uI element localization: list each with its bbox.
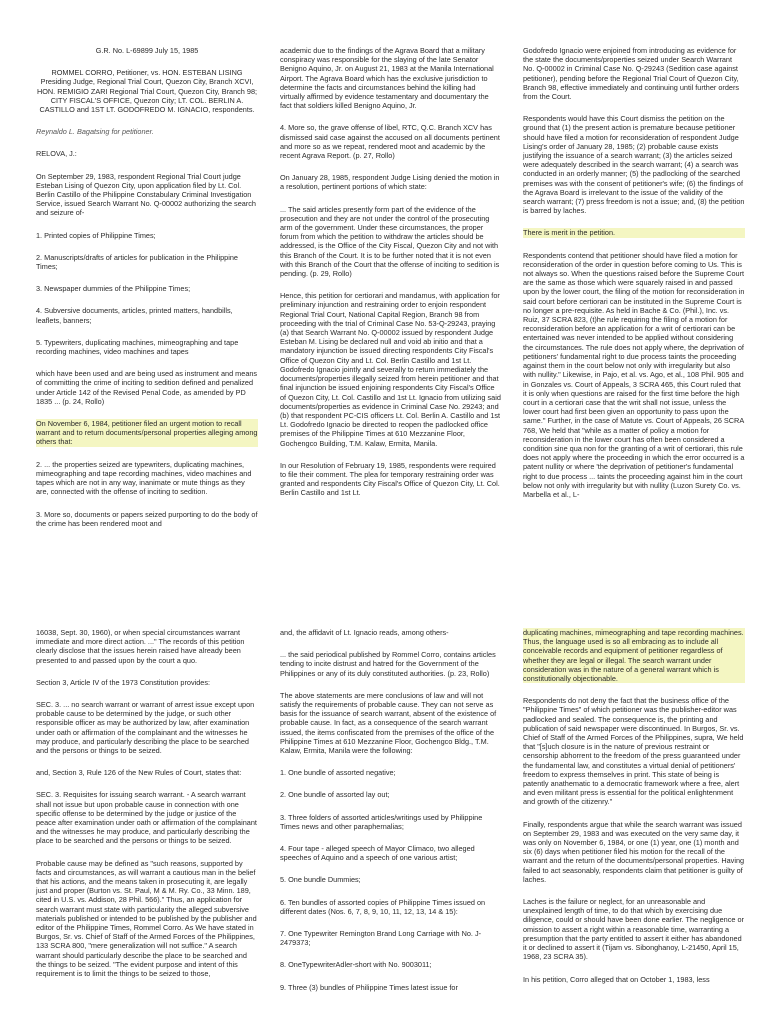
paragraph: ... the said periodical published by Rommel Corro, contains articles tending to incite distrust and hatred for the Government of the Philippines or any of its duly constituted authorities. (p. 23, Rollo) [280, 650, 496, 678]
paragraph: On January 28, 1985, respondent Judge Lising denied the motion in a resolution, pertinent portions of which state: [280, 173, 500, 192]
page2-column-1 [36, 628, 258, 991]
paragraph: On November 6, 1984, petitioner filed an urgent motion to recall warrant and to return documents/personal properties alleging among others that: [36, 419, 258, 447]
paragraph: 3. Three folders of assorted articles/writings used by Philippine Times news and other paraphernalias; [280, 812, 483, 831]
paragraph: Respondents do not deny the fact that the business office of the "Philippine Times" of which petitioner was the publisher-editor was padlocked and sealed. The consequence is, the printing and publication of said newspaper were discontinued. In Burgos, Sr. vs. Chief of Staff of the Armed Forces of the Philippines, supra, We held that "[s]uch closure is in the nature of previous restraint or censorship abhorrent to the freedom of the press guaranteed under the fundamental law, and constitutes a virtual denial of petitioners' freedom to express themselves in print. This state of being is patently anathematic to a democratic framework where a free, alert and even militant press is essential for the political enlightenment and growth of the citizenry." [523, 696, 744, 807]
paragraph: Respondents would have this Court dismiss the petition on the ground that (1) the present action is premature because petitioner should have filed a motion for reconsideration of respondent Judge Lising's order of January 28, 1985; (2) probable cause exists justifying the issuance of a search warrant; (3) the articles seized were adequately described in the search warrant; (4) a search was conducted in an orderly manner; (5) the padlocking of the searched premises was with the consent of petitioner's wife; (6) the findings of the Agrava Board is irrelevant to the issue of the validity of the search warrant; (7) press freedom is not a issue; and, (8) the petition is barred by laches. [523, 114, 745, 216]
paragraph: Respondents contend that petitioner should have filed a motion for reconsideration of the order in question before coming to Us. This is not always so. When the questions raised before the Supreme Court are the same as those which were squarely raised in and passed upon by the lower court, the filing of the motion for reconsideration in said court before certiorari can be instituted in the Supreme Court is no longer a pre-requisite. As held in Bache & Co. (Phil.), Inc. vs. Ruiz, 37 SCRA 823, (t)he rule requiring the filing of a motion for reconsideration before an application for a writ of certiorari can be entertained was never intended to be applied without considering the circumstances. The rule does not apply where, the deprivation of petitioners' fundamental right to due process taints the proceeding against them in the court below not only with irregularity but also with nullity." Likewise, in Pajo, et al. vs. Ago, et al., 108 Phil. 905 and in Gonzales vs. Court of Appeals, 3 SCRA 465, this Court ruled that it is only when questions are raised for the first time before the high court in a certiorari case that the writ shall not issue, unless the lower court had first been given an opportunity to pass upon the same." Further, in the case of Matute vs. Court of Appeals, 26 SCRA 768, We held that "while as a matter of policy a motion for reconsideration in the lower court has often been considered a condition sine qua non for the granting of a writ of certiorari, this rule does not apply where the proceeding in which the error occurred is a patent nullity or where 'the deprivation of petitioner's fundamental right to due process ... taints the proceeding against him in the court below not only with irregularity but with nullity (Luzon Surety Co. vs. Marbella et al., L- [523, 250, 745, 499]
paragraph: 16038, Sept. 30, 1960), or when special circumstances warrant immediate and more direct action. ..." The records of this petition clearly disclose that the issues herein raised have already been presented to and passed upon by the court a quo. [36, 628, 245, 665]
paragraph: 3. Newspaper dummies of the Philippine Times; [36, 284, 191, 294]
case-caption: G.R. No. L-69899 July 15, 1985 [95, 46, 199, 55]
paragraph: 2. One bundle of assorted lay out; [280, 790, 390, 800]
paragraph: 7. One Typewriter Remington Brand Long Carriage with No. J-2479373; [280, 929, 482, 948]
paragraph: On September 29, 1983, respondent Regional Trial Court judge Esteban Lising of Quezon City, upon application filed by Lt. Col. Berlin Castillo of the Philippine Constabulary Criminal Investigation Service, issued Search Warrant No. Q-00002 authorizing the search and seizure of- [36, 171, 256, 218]
paragraph: Probable cause may be defined as "such reasons, supported by facts and circumstances, as will warrant a cautious man in the belief that his actions, and the means taken in prosecuting it, are legally just and proper (Burton vs. St. Paul, M & M. Ry. Co., 33 Minn. 189, cited in U.S. vs. Addison, 28 Phil. 566)." Thus, an application for search warrant must state with particularity the alleged subversive materials published or intended to be published by the publisher and editor of the Philippine Times, Rommel Corro. As We have stated in Burgos, Sr. vs. Chief of Staff of the Armed Forces of the Philippines, 133 SCRA 800, "mere generalization will not suffice." A search warrant should particularly describe the place to be searched and the things to be seized. "The evident purpose and intent of this requirement is to limit the things to be seized to those, [36, 858, 257, 979]
paragraph: 9. Three (3) bundles of Philippine Times latest issue for [280, 982, 458, 992]
paragraph: There is merit in the petition. [523, 228, 745, 237]
paragraph: Godofredo Ignacio were enjoined from introducing as evidence for the state the documents/properties seized under Search Warrant No. Q-00002 in Criminal Case No. Q-29243 (Sedition case against petitioner), pending before the Regional Trial Court of Quezon City, Branch 98, effective immediately and continuing until further orders from the Court. [523, 46, 740, 102]
paragraph: and, the affidavit of Lt. Ignacio reads, among others- [280, 628, 449, 637]
paragraph: 2. ... the properties seized are typewriters, duplicating machines, mimeographing and tape recording machines, video machines and tapes which are not in any way, inanimate or mute things as they are, connected with the offense of inciting to sedition. [36, 459, 252, 497]
paragraph: 5. One bundle Dummies; [280, 875, 361, 885]
paragraph: 1. One bundle of assorted negative; [280, 768, 396, 778]
paragraph: 4. Four tape - alleged speech of Mayor Climaco, two alleged speeches of Aquino and a speech of one various artist; [280, 844, 475, 863]
paragraph: 2. Manuscripts/drafts of articles for publication in the Philippine Times; [36, 252, 238, 272]
paragraph: 6. Ten bundles of assorted copies of Philippine Times issued on different dates (Nos. 6, 7, 8, 9, 10, 11, 12, 13, 14 & 15): [280, 897, 486, 916]
paragraph: 4. More so, the grave offense of libel, RTC, Q.C. Branch XCV has dismissed said case against the accused on all documents pertinent and more so as we repeat, rendered moot and academic by the recent Agrava Report. (p. 27, Rollo) [280, 123, 500, 161]
counsel-line: Reynaldo L. Bagatsing for petitioner. [36, 127, 154, 137]
page1-column-3 [523, 46, 745, 512]
paragraph: Laches is the failure or neglect, for an unreasonable and unexplained length of time, to do that which by exercising due diligence, could or should have been done earlier. The negligence or omission to assert a right within a reasonable time, warranting a presumption that the party entitled to assert it either has abandoned it or declined to assert it (Tijam vs. Sibonghanoy, L-21450, April 15, 1968, 23 SCRA 35). [523, 897, 744, 962]
case-parties: ROMMEL CORRO, Petitioner, vs. HON. ESTEBAN LISING Presiding Judge, Regional Trial Court, Quezon City, Branch XCVI, HON. REMIGIO ZARI Regional Trial Court, Quezon City, Branch 98; CITY FISCAL'S OFFICE, Quezon City; LT. COL. BERLIN A. CASTILLO and 1ST LT. GODOFREDO M. IGNACIO, respondents. [36, 68, 258, 115]
page1-column-1 [36, 46, 258, 541]
paragraph: Finally, respondents argue that while the search warrant was issued on September 29, 1983 and was executed on the very same day, it was only on November 6, 1984, or one (1) year, one (1) month and six (6) days when petitioner filed his motion for the recall of the warrant and the return of the documents/personal properties. Having failed to act seasonably, respondents claim that petitioner is guilty of laches. [523, 819, 745, 884]
paragraph: ... The said articles presently form part of the evidence of the prosecution and they are not under the control of the prosecuting arm of the government. Under these circumstances, the proper forum from which the petition to withdraw the articles should be addressed, is the Office of the City Fiscal, Quezon City and not with this Branch of the Court. It is to be further noted that it is not even with this Branch of the Court that the offense of inciting to sedition is pending. (p. 29, Rollo) [280, 204, 500, 279]
paragraph: 1. Printed copies of Philippine Times; [36, 230, 156, 240]
ponente: RELOVA, J.: [36, 149, 77, 159]
paragraph: 5. Typewriters, duplicating machines, mimeographing and tape recording machines, video machines and tapes [36, 337, 239, 357]
page1-column-2 [280, 46, 502, 511]
paragraph: academic due to the findings of the Agrava Board that a military conspiracy was responsible for the slaying of the late Senator Benigno Aquino, Jr. on August 21, 1983 at the Manila International Airport. The Agrava Board which has the exclusive jurisdiction to determine the facts and circumstances behind the killing had virtually affirmed by evidence testamentary and documentary the fact that soldiers killed Benigno Aquino, Jr. [280, 46, 494, 111]
paragraph: Section 3, Article IV of the 1973 Constitution provides: [36, 677, 211, 687]
paragraph: which have been used and are being used as instrument and means of committing the crime of inciting to sedition defined and penalized under Article 142 of the Revised Penal Code, as amended by PD 1835 ... (p. 24, Rollo) [36, 369, 258, 406]
paragraph: and, Section 3, Rule 126 of the New Rules of Court, states that: [36, 768, 242, 778]
paragraph: In his petition, Corro alleged that on October 1, 1983, less [523, 974, 710, 984]
paragraph: SEC. 3. Requisites for issuing search warrant. - A search warrant shall not issue but upon probable cause in connection with one specific offense to be determined by the judge or justice of the peace after examination under oath or affirmation of the complainant and the witnesses he may produce, and particularly describing the place to be searched and the persons or things to be seized. [36, 790, 257, 846]
page2-column-3 [523, 628, 745, 997]
page2-column-2 [280, 628, 502, 1005]
paragraph: duplicating machines, mimeographing and tape recording machines. Thus, the language used is so all embracing as to include all conceivable records and equipment of petitioner regardless of whether they are legal or illegal. The search warrant under consideration was in the nature of a general warrant which is constitutionally objectionable. [523, 628, 744, 684]
paragraph: In our Resolution of February 19, 1985, respondents were required to file their comment. The plea for temporary restraining order was granted and respondents City Fiscal's Office of Quezon City, Lt. Col. Berlin Castillo and 1st Lt. [280, 460, 500, 498]
paragraph: SEC. 3. ... no search warrant or warrant of arrest issue except upon probable cause to be determined by the judge, or such other responsible officer as may be authorized by law, after examination under oath or affirmation of the complainant and the witnesses he may produce, and particularly describing the place to be searched and the persons or things to be seized. [36, 700, 255, 756]
paragraph: 8. OneTypewriterAdler-short with No. 9003011; [280, 960, 432, 970]
paragraph: Hence, this petition for certiorari and mandamus, with application for preliminary injunction and restraining order to enjoin respondent Regional Trial Court, National Capital Region, Branch 98 from proceeding with the trial of Criminal Case No. 53-Q-29243, praying (a) that Search Warrant No. Q-00002 issued by respondent Judge Esteban M. Lising be declared null and void ab initio and that a mandatory injunction be issued directing respondents City Fiscal's Office of Quezon City and Lt. Col. Berlin Castillo and 1st Lt. Godofredo Ignacio jointly and severally to return immediately the documents/properties illegally seized from herein petitioner and that final injunction be issued enjoining respondents City Fiscal's Office of Quezon City, Lt. Col. Castillo and 1st Lt. Ignacio from utilizing said documents/properties as evidence in Criminal Case No. 29243; and (b) that respondent PC-CIS officers Lt. Col. Berlin A. Castillo and 1st Lt. Godofredo Ignacio be directed to reopen the padlocked office premises of the Philippine Times at 610 Mezzanine Floor, Gochengco Building, T.M. Kalaw, Ermita, Manila. [280, 291, 501, 448]
paragraph: 4. Subversive documents, articles, printed matters, handbills, leaflets, banners; [36, 306, 233, 325]
paragraph: 3. More so, documents or papers seized purporting to do the body of the crime has been rendered moot and [36, 509, 258, 528]
paragraph: The above statements are mere conclusions of law and will not satisfy the requirements of probable cause. They can not serve as basis for the issuance of search warrant, absent of the existence of probable cause. In fact, as a consequence of the search warrant issued, the items confiscated from the premises of the office of the Philippine Times at 610 Mezzanine Floor, Gochengco Bldg., T.M. Kalaw, Ermita, Manila were the following: [280, 690, 497, 756]
